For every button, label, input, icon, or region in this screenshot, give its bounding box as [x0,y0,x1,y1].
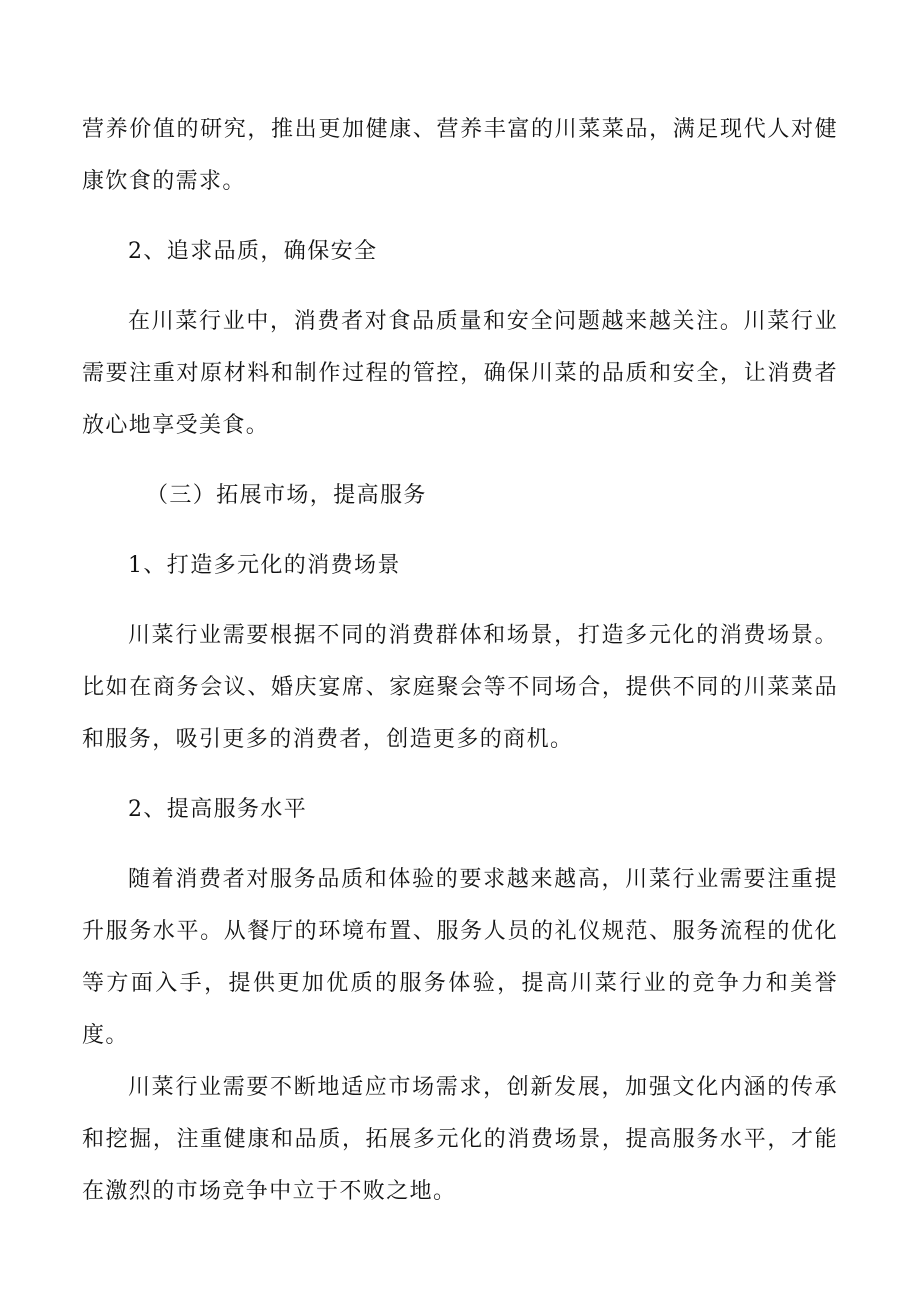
document-body [82,104,838,1218]
paragraph-quality-safety: 在川菜行业中，消费者对食品质量和安全问题越来越关注。川菜行业需要注重对原材料和制作过程的管控，确保川菜的品质和安全，让消费者放心地享受美食。 [82,309,838,438]
subheading-service-level: 2、提高服务水平 [128,797,308,822]
subheading-diverse-scenes: 1、打造多元化的消费场景 [128,553,401,578]
section-heading-expand-market: （三）拓展市场，提高服务 [146,483,427,508]
paragraph-diverse-scenes: 川菜行业需要根据不同的消费群体和场景，打造多元化的消费场景。比如在商务会议、婚庆宴席、家庭聚会等不同场合，提供不同的川菜菜品和服务，吸引更多的消费者，创造更多的商机。 [82,623,838,752]
paragraph-conclusion: 川菜行业需要不断地适应市场需求，创新发展，加强文化内涵的传承和挖掘，注重健康和品质，拓展多元化的消费场景，提高服务水平，才能在激烈的市场竞争中立于不败之地。 [82,1075,838,1204]
subheading-quality-safety: 2、追求品质，确保安全 [128,239,378,264]
paragraph-service-level: 随着消费者对服务品质和体验的要求越来越高，川菜行业需要注重提升服务水平。从餐厅的环境布置、服务人员的礼仪规范、服务流程的优化等方面入手，提供更加优质的服务体验，提高川菜行业的竞争力和美誉度。 [82,867,838,1048]
paragraph-continued: 营养价值的研究，推出更加健康、营养丰富的川菜菜品，满足现代人对健康饮食的需求。 [82,117,838,194]
